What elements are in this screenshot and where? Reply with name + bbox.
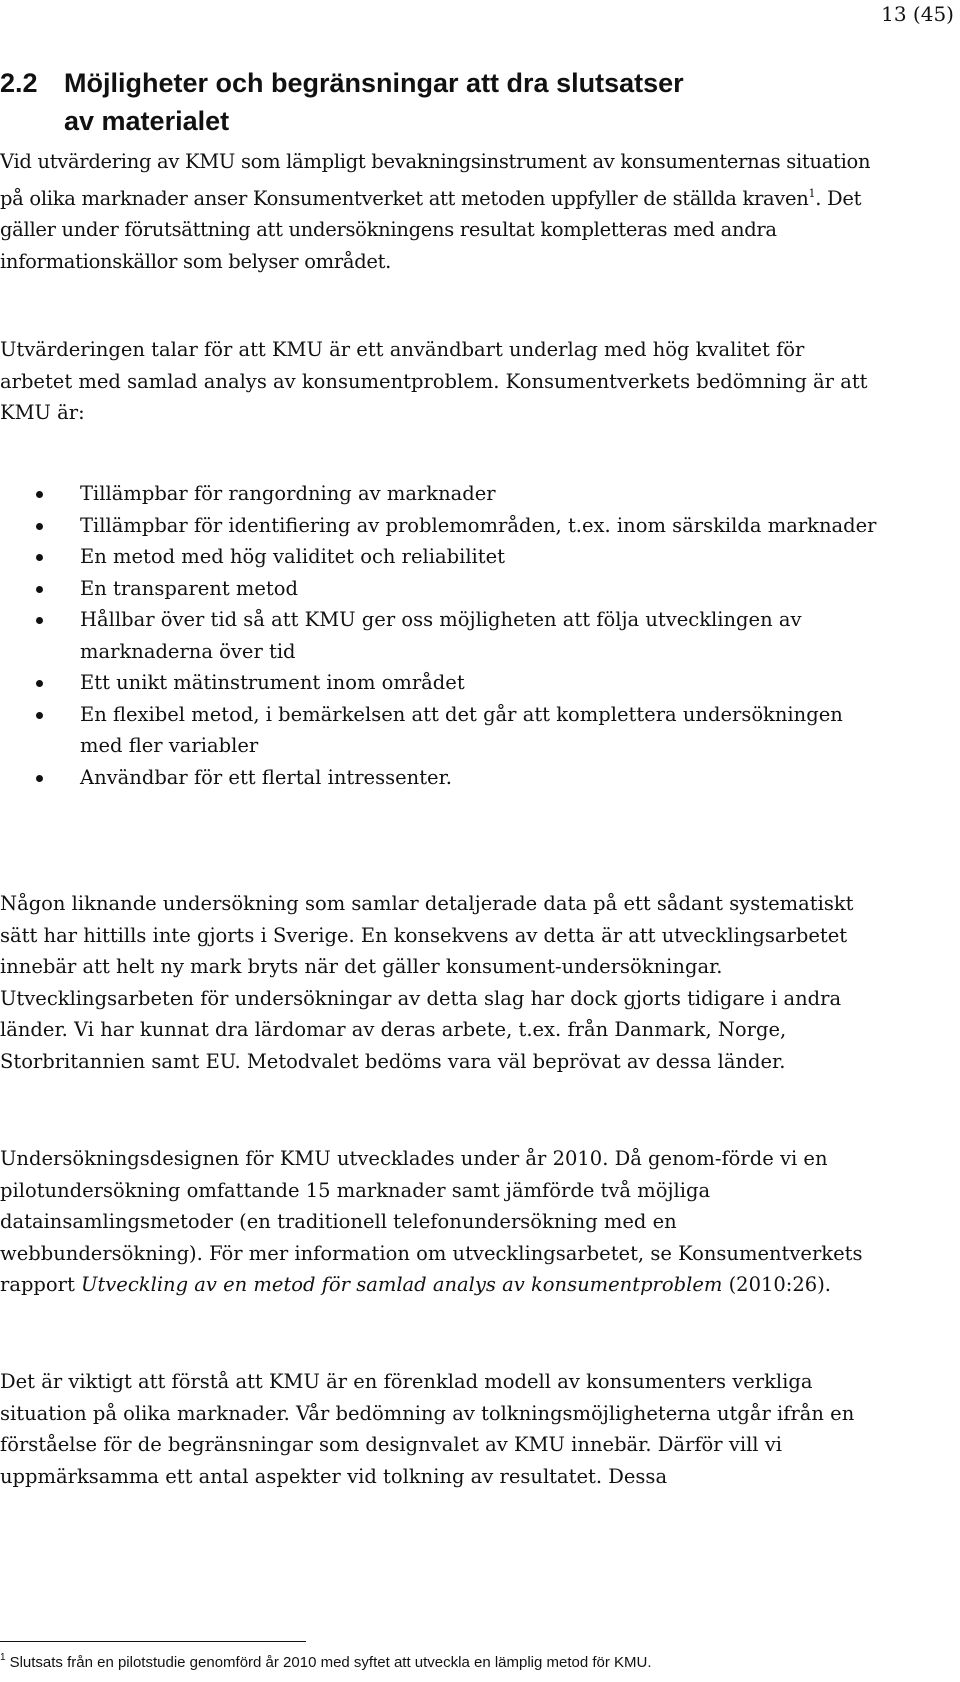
list-item bbox=[0, 667, 880, 699]
report-title: Utveckling av en metod för samlad analys av konsumentproblem bbox=[81, 1273, 723, 1296]
paragraph-1 bbox=[0, 146, 880, 277]
paragraph-3: Någon liknande undersökning som samlar detaljerade data på ett sådant systematiskt sätt har hittills inte gjorts i Sverige. En konsekvens av detta är att utvecklingsarbetet innebär att helt ny mark bryts när det gäller konsument-undersökningar. Utvecklingsarbeten för undersökningar av detta slag har dock gjorts tidigare i andra länder. Vi har kunnat dra lärdomar av deras arbete, t.ex. från Danmark, Norge, Storbritannien samt EU. Metodvalet bedöms vara väl beprövat av dessa länder. bbox=[0, 892, 854, 1073]
paragraph-2: Utvärderingen talar för att KMU är ett användbart underlag med hög kvalitet för arbetet med samlad analys av konsumentproblem. Konsumentverkets bedömning är att KMU är: bbox=[0, 338, 868, 424]
section-title-line-1: Möjligheter och begränsningar att dra slutsatser bbox=[64, 68, 684, 98]
page-number: 13 (45) bbox=[881, 2, 954, 26]
bullet-icon bbox=[36, 554, 43, 561]
footnote-reference[interactable]: 1 bbox=[808, 186, 816, 200]
list-item bbox=[0, 510, 880, 542]
list-item bbox=[0, 573, 880, 605]
list-item-text: En flexibel metod, i bemärkelsen att det går att komplettera undersökningen med fler variabler bbox=[80, 702, 843, 757]
paragraph-4-text: Undersökningsdesignen för KMU utvecklades under år 2010. Då genom-förde vi en pilotundersökning omfattande 15 marknader samt jämförde två möjliga datainsamlingsmetoder (en traditionell telefonundersökning med en webbundersökning). För mer information om utvecklingsarbetet, se Konsumentverkets rapport bbox=[0, 1147, 863, 1296]
list-item-text: Tillämpbar för identifiering av problemområden, t.ex. inom särskilda marknader bbox=[80, 513, 877, 537]
footnote bbox=[0, 1648, 652, 1673]
paragraph-1-text: Vid utvärdering av KMU som lämpligt bevakningsinstrument av konsumenternas situation på olika marknader anser Konsumentverket att metoden uppfyller de ställda kraven bbox=[0, 150, 871, 210]
bullet-icon bbox=[36, 586, 43, 593]
list-item bbox=[0, 604, 880, 667]
list-item-text: Ett unikt mätinstrument inom området bbox=[80, 671, 465, 694]
paragraph-4 bbox=[0, 1143, 880, 1301]
section-title-line-2: av materialet bbox=[64, 106, 230, 136]
footnote-separator bbox=[0, 1641, 306, 1642]
bullet-icon bbox=[36, 775, 43, 782]
list-item bbox=[0, 699, 880, 762]
bullet-icon bbox=[36, 712, 43, 719]
list-item-text: Tillämpbar för rangordning av marknader bbox=[80, 482, 496, 505]
list-item-text: En transparent metod bbox=[80, 576, 298, 600]
bullet-icon bbox=[36, 680, 43, 687]
paragraph-4-text-end: (2010:26). bbox=[722, 1273, 831, 1296]
section-heading bbox=[0, 64, 930, 140]
section-number: 2.2 bbox=[0, 68, 38, 98]
list-item bbox=[0, 762, 880, 794]
list-item-text: Hållbar över tid så att KMU ger oss möjligheten att följa utvecklingen av marknaderna över tid bbox=[80, 608, 802, 663]
assessment-list bbox=[0, 478, 880, 793]
footnote-text: Slutsats från en pilotstudie genomförd år 2010 med syftet att utveckla en lämplig metod för KMU. bbox=[9, 1654, 652, 1671]
list-item-text: En metod med hög validitet och reliabilitet bbox=[80, 545, 506, 568]
list-item bbox=[0, 541, 880, 573]
bullet-icon bbox=[36, 617, 43, 624]
list-item bbox=[0, 478, 880, 510]
paragraph-1-text-end: . Det gäller under förutsättning att undersökningens resultat kompletteras med andra informationskällor som belyser området. bbox=[0, 186, 862, 273]
paragraph-5: Det är viktigt att förstå att KMU är en förenklad modell av konsumenters verkliga situation på olika marknader. Vår bedömning av tolkningsmöjligheterna utgår ifrån en förståelse för de begränsningar som designvalet av KMU innebär. Därför vill vi uppmärksamma ett antal aspekter vid tolkning av resultatet. Dessa bbox=[0, 1370, 855, 1488]
footnote-marker: 1 bbox=[0, 1652, 6, 1663]
list-item-text: Användbar för ett flertal intressenter. bbox=[80, 765, 452, 789]
bullet-icon bbox=[36, 523, 43, 530]
bullet-icon bbox=[36, 491, 43, 498]
